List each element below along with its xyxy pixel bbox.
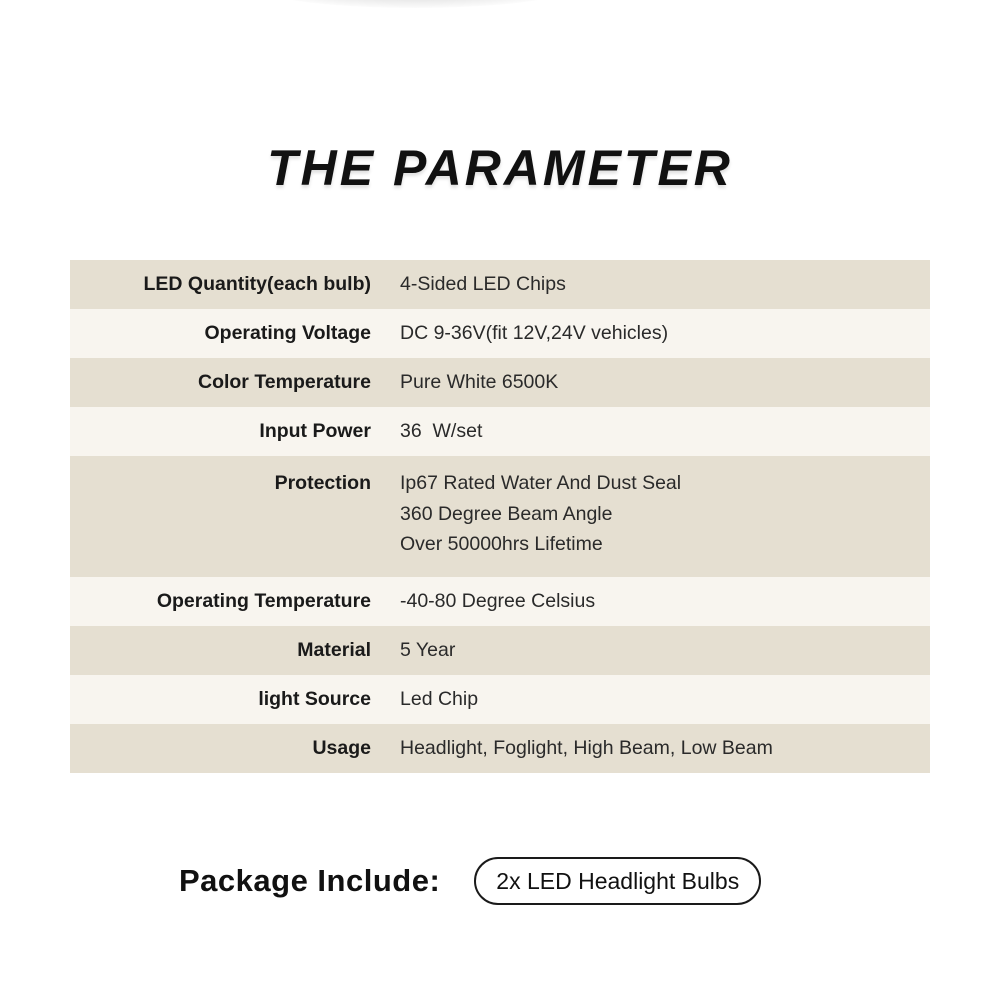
value-line: DC 9-36V(fit 12V,24V vehicles) [400,322,669,345]
table-row [70,456,930,577]
value-line: -40-80 Degree Celsius [400,590,596,613]
value-line: 36 W/set [400,420,483,443]
param-value-color-temperature [400,367,558,398]
param-label-material: Material [297,639,371,661]
value-line: 5 Year [400,639,456,662]
page-title: THE PARAMETER [267,140,733,196]
param-label-operating-temperature: Operating Temperature [156,590,371,612]
table-row [70,675,930,724]
param-label-color-temperature: Color Temperature [197,371,371,393]
parameter-table [70,260,930,773]
table-row [70,358,930,407]
param-label-light-source: light Source [258,688,371,710]
param-value-operating-voltage [400,318,668,349]
param-label-protection: Protection [274,472,371,494]
table-row [70,407,930,456]
param-value-light-source [400,684,478,715]
value-line: Ip67 Rated Water And Dust Seal [400,472,682,494]
table-row [70,260,930,309]
param-label-operating-voltage: Operating Voltage [204,322,371,344]
value-line: Over 50000hrs Lifetime [400,533,603,555]
table-row [70,309,930,358]
param-value-operating-temperature [400,586,595,617]
package-section [179,857,761,905]
package-label: Package Include: [179,863,441,898]
param-label-led-quantity: LED Quantity(each bulb) [143,273,371,295]
value-line: Pure White 6500K [400,371,559,394]
param-value-usage [400,733,773,764]
package-item-badge: 2x LED Headlight Bulbs [474,857,761,905]
param-label-usage: Usage [312,737,371,759]
param-label-input-power: Input Power [259,420,371,442]
param-value-led-quantity [400,269,566,300]
param-value-input-power [400,416,482,447]
value-line: 4-Sided LED Chips [400,273,566,296]
param-value-protection [400,468,681,560]
value-line: Headlight, Foglight, High Beam, Low Beam [400,737,773,760]
product-shadow-decoration [250,0,580,8]
table-row [70,626,930,675]
table-row [70,577,930,626]
param-value-material [400,635,455,666]
value-line: 360 Degree Beam Angle [400,502,613,525]
value-line: Led Chip [400,688,479,711]
table-row [70,724,930,773]
